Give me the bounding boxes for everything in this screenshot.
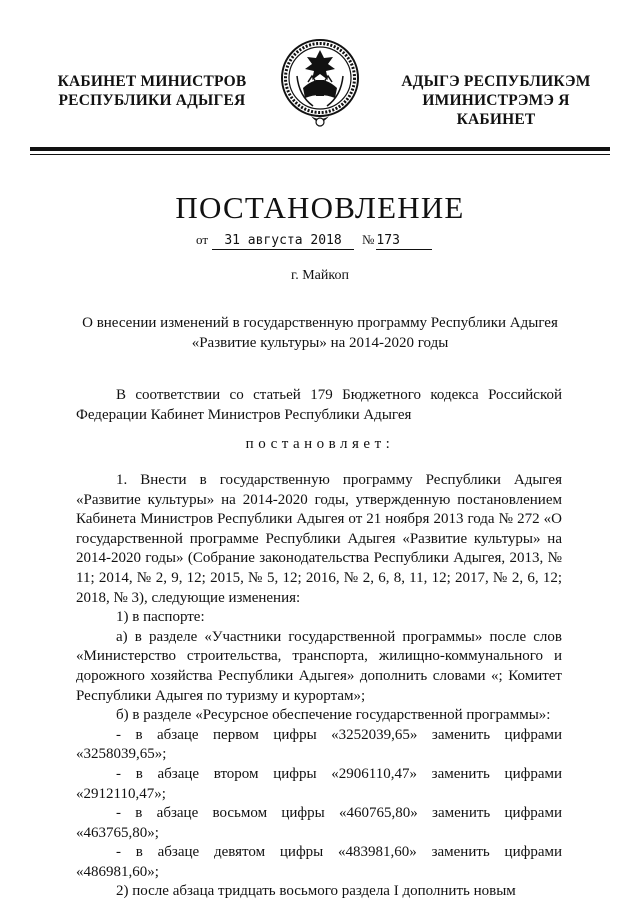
issuer-line: КАБИНЕТ МИНИСТРОВ bbox=[57, 73, 247, 90]
issuer-line: РЕСПУБЛИКИ АДЫГЕЯ bbox=[58, 92, 246, 109]
document-subject bbox=[60, 313, 580, 353]
date-number-line bbox=[196, 232, 432, 250]
header-divider-thin bbox=[30, 154, 610, 155]
date-label: от bbox=[196, 232, 209, 247]
body-paragraph: 1) в паспорте: bbox=[116, 609, 205, 626]
decree-word: постановляет: bbox=[245, 436, 395, 452]
number-value: 173 bbox=[376, 233, 432, 250]
body-paragraph: - в абзаце втором цифры «2906110,47» заменить цифрами «2912110,47»; bbox=[76, 765, 562, 802]
body-paragraph: а) в разделе «Участники государственной программы» после слов «Министерство строительства, транспорта, жилищно-коммунального и дорожного хозяйства Республики Адыгея» дополнить словами «; Комитет Республики Адыгея по туризму и курортам»; bbox=[76, 628, 562, 704]
coat-of-arms-icon bbox=[275, 36, 365, 134]
number-label: № bbox=[362, 232, 375, 247]
date-value: 31 августа 2018 bbox=[212, 233, 354, 250]
body-paragraph: 1. Внести в государственную программу Республики Адыгея «Развитие культуры» на 2014-2020 годы, утвержденную постановлением Кабинета Министров Республики Адыгея от 21 ноября 2013 года № 272 «О государственной программе Республики Адыгея «Развитие культуры» на 2014-2020 годы» (Собрание законодательства Республики Адыгея, 2013, № 11; 2014, № 2, 9, 12; 2015, № 5, 12; 2016, № 2, 6, 8, 11, 12; 2017, № 2, 6, 12; 2018, № 3), следующие изменения: bbox=[76, 472, 562, 606]
header-divider bbox=[30, 147, 610, 151]
city: г. Майкоп bbox=[291, 268, 349, 283]
document-title: ПОСТАНОВЛЕНИЕ bbox=[175, 190, 465, 225]
body-paragraph: - в абзаце восьмом цифры «460765,80» заменить цифрами «463765,80»; bbox=[76, 805, 562, 841]
issuer-line: ИМИНИСТРЭМЭ Я КАБИНЕТ bbox=[422, 92, 570, 128]
issuer-name-russian bbox=[52, 72, 252, 110]
subject-line: «Развитие культуры» на 2014-2020 годы bbox=[191, 335, 449, 351]
issuer-name-adyghe bbox=[385, 72, 607, 129]
subject-line: О внесении изменений в государственную программу Республики Адыгея bbox=[82, 315, 558, 331]
intro-paragraph: В соответствии со статьей 179 Бюджетного кодекса Российской Федерации Кабинет Министров Республики Адыгея bbox=[76, 387, 562, 423]
body-paragraph: - в абзаце девятом цифры «483981,60» заменить цифрами «486981,60»; bbox=[76, 844, 562, 880]
body-paragraph: б) в разделе «Ресурсное обеспечение государственной программы»: bbox=[116, 707, 551, 724]
body-paragraph: - в абзаце первом цифры «3252039,65» заменить цифрами «3258039,65»; bbox=[76, 726, 562, 763]
body-paragraph: 2) после абзаца тридцать восьмого раздела I дополнить новым bbox=[116, 883, 516, 900]
document-body bbox=[76, 471, 562, 902]
issuer-line: АДЫГЭ РЕСПУБЛИКЭМ bbox=[401, 73, 591, 90]
